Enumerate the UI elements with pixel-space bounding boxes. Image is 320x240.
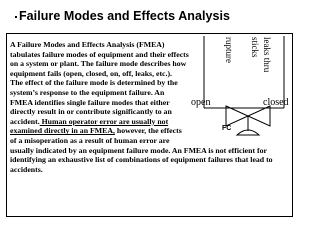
paragraph-line: The effect of the failure mode is determined by the [10,78,178,88]
paragraph-line: usually indicated by an equipment failure mode. An FMEA is not efficient for [10,145,267,155]
paragraph-line-9 [10,126,192,136]
valve-open-label: open [191,97,211,108]
valve-closed-label: closed [263,97,289,108]
paragraph-text: accident. [10,116,40,126]
paragraph-line: on a system or plant. The failure mode describes how [10,59,187,69]
valve-left-triangle [226,106,248,126]
paragraph-line: system’s response to the equipment failure. An [10,87,165,97]
paragraph-line-8 [10,117,192,127]
paragraph-line: identifying an exhaustive list of combinations of equipment failures that lead to [10,155,273,165]
underlined-text: Human operator error are usually not [39,116,169,126]
paragraph-line: tabulates failure modes of equipment and their effects [10,49,189,59]
paragraph-line: directly result in or contribute significantly to an [10,107,172,117]
underlined-text: examined directly in an FMEA, [10,126,115,136]
paragraph-text: however, the effects [114,126,182,136]
paragraph-line: of a misoperation as a result of human error are [10,135,170,145]
valve-right-triangle [248,106,270,126]
paragraph-line: equipment fails (open, closed, on, off, leaks, etc.). [10,68,172,78]
fail-closed-label: FC [222,125,232,132]
failure-mode-sticks: sticks [250,37,260,58]
paragraph-line: A Failure Modes and Effects Analysis (FMEA) [10,40,165,49]
paragraph-line: accidents. [10,164,43,174]
paragraph-line: FMEA identifies single failure modes that either [10,97,170,107]
valve-diagram [190,34,294,159]
slide-title [15,9,295,23]
title-text: Failure Modes and Effects Analysis [19,9,231,23]
failure-mode-leaks-thru: leaks thru [262,37,272,73]
title-bullet [15,16,17,18]
failure-mode-rupture: rupture [224,37,234,63]
